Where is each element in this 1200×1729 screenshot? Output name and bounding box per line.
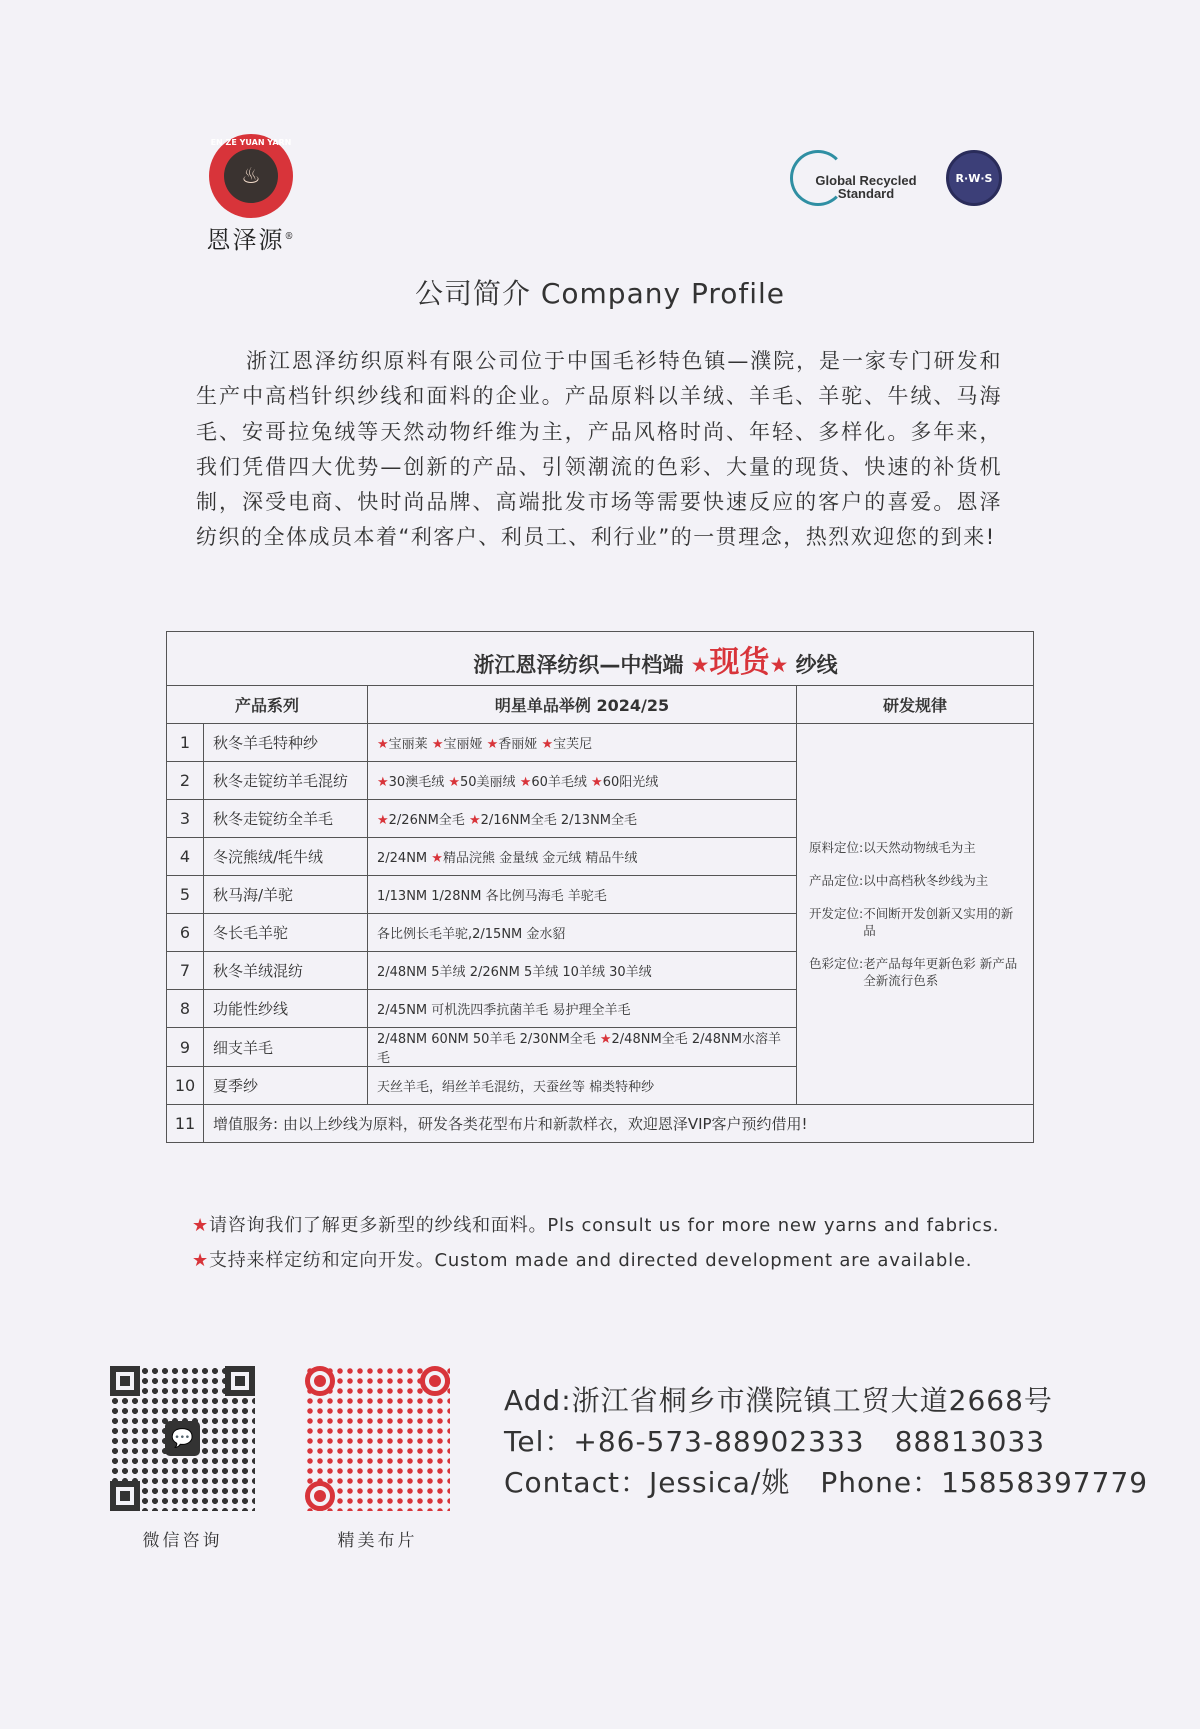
title-pre: 浙江恩泽纺织—中档端 <box>473 652 684 677</box>
registered-mark: ® <box>284 232 296 242</box>
row-number: 3 <box>167 800 204 838</box>
page-title: 公司简介 Company Profile <box>414 277 786 310</box>
rule-value: 以中高档秋冬纱线为主 <box>863 873 989 888</box>
note-text: 支持来样定纺和定向开发。Custom made and directed development are available. <box>208 1250 973 1271</box>
starred-item: ★宝芙尼 <box>541 737 593 752</box>
star-items <box>368 838 797 876</box>
star-items <box>368 990 797 1028</box>
star-items <box>368 800 797 838</box>
flame-icon: ♨ <box>224 149 278 203</box>
company-logo <box>196 134 306 255</box>
starred-item: ★30澳毛绒 <box>377 775 445 790</box>
rule-key: 产品定位: <box>809 873 864 888</box>
star-items <box>368 724 797 762</box>
grs-logo <box>790 150 920 208</box>
star-items <box>368 876 797 914</box>
item: 2/48NM <box>377 1032 428 1047</box>
rule-value: 不间断开发创新又实用的新品 <box>863 906 1014 938</box>
item: 60NM <box>431 1032 469 1047</box>
item: 金量绒 <box>499 851 539 866</box>
product-series: 秋马海/羊驼 <box>204 876 368 914</box>
note-text: 请咨询我们了解更多新型的纱线和面料。Pls consult us for more new yarns and fabrics. <box>208 1215 1000 1236</box>
item: 10羊绒 <box>562 965 605 980</box>
item: 各比例马海毛 <box>485 889 564 904</box>
rule-key: 色彩定位: <box>809 956 864 971</box>
rule-value: 以天然动物绒毛为主 <box>863 840 976 855</box>
fabric-qr-code[interactable] <box>305 1366 450 1511</box>
row-number: 9 <box>167 1028 204 1067</box>
product-series: 冬浣熊绒/牦牛绒 <box>204 838 368 876</box>
item: 棉类特种纱 <box>589 1080 655 1095</box>
item: 2/13NM全毛 <box>560 813 638 828</box>
starred-item: ★宝丽莱 <box>377 737 428 752</box>
product-series: 夏季纱 <box>204 1067 368 1105</box>
wechat-icon: 💬 <box>165 1421 200 1456</box>
star-icon: ★ <box>192 1250 209 1271</box>
row-number: 7 <box>167 952 204 990</box>
rule-item <box>809 955 1021 989</box>
item: 5羊绒 <box>523 965 559 980</box>
title-post: 纱线 <box>795 652 838 677</box>
rule-value: 老产品每年更新色彩 新产品全新流行色系 <box>863 956 1018 988</box>
item: 50羊毛 <box>472 1032 516 1047</box>
notes <box>192 1208 999 1278</box>
item: 精品牛绒 <box>585 851 638 866</box>
telephone: Tel：+86-573-88902333 <box>504 1425 865 1458</box>
star-items <box>368 1067 797 1105</box>
item: 2/26NM <box>469 965 520 980</box>
item: 金水貂 <box>526 927 566 942</box>
value-added-service: 增值服务: 由以上纱线为原料，研发各类花型布片和新款样衣，欢迎恩泽VIP客户预约借用! <box>204 1105 1034 1143</box>
row-number: 2 <box>167 762 204 800</box>
product-series: 秋冬羊毛特种纱 <box>204 724 368 762</box>
rule-item <box>809 905 1021 939</box>
header-items: 明星单品举例 2024/25 <box>368 686 797 724</box>
star-items <box>368 762 797 800</box>
table-title <box>167 632 1034 686</box>
item: 1/13NM <box>377 889 428 904</box>
rule-key: 原料定位: <box>809 840 864 855</box>
rws-logo: R·W·S <box>946 150 1002 206</box>
row-number: 5 <box>167 876 204 914</box>
star-icon: ★ <box>690 652 710 677</box>
product-table <box>166 631 1034 1143</box>
qr-caption: 微信咨询 <box>142 1531 223 1551</box>
star-items <box>368 914 797 952</box>
rule-item <box>809 872 1021 889</box>
starred-item: ★精品浣熊 <box>431 851 495 866</box>
item: 金元绒 <box>542 851 582 866</box>
row-number: 8 <box>167 990 204 1028</box>
item: 30羊绒 <box>609 965 652 980</box>
starred-item: ★60羊毛绒 <box>519 775 587 790</box>
row-number: 4 <box>167 838 204 876</box>
header-series: 产品系列 <box>167 686 368 724</box>
starred-item: ★宝丽娅 <box>431 737 483 752</box>
starred-item: ★2/26NM全毛 <box>377 813 465 828</box>
table-row <box>167 724 1034 762</box>
rule-item <box>809 839 1021 856</box>
logo-ring-text: EN ZE YUAN YARN <box>210 138 292 147</box>
item: 2/48NM <box>377 965 428 980</box>
item: 2/48NM水溶羊毛 <box>377 1032 781 1066</box>
title-hot: 现货 <box>709 644 770 680</box>
item: 可机洗四季抗菌羊毛 <box>431 1003 549 1018</box>
telephone-2: 88813033 <box>894 1425 1046 1458</box>
intro-paragraph: 浙江恩泽纺织原料有限公司位于中国毛衫特色镇—濮院，是一家专门研发和生产中高档针织纱线和面料的企业。产品原料以羊绒、羊毛、羊驼、牛绒、马海毛、安哥拉兔绒等天然动物纤维为主，产品风格时尚、年轻、多样化。多年来，我们凭借四大优势—创新的产品、引领潮流的色彩、大量的现货、快速的补货机制，深受电商、快时尚品牌、高端批发市场等需要快速反应的客户的喜爱。恩泽纺织的全体成员本着“利客户、利员工、利行业”的一贯理念，热烈欢迎您的到来! <box>196 349 1002 550</box>
item: 天丝羊毛，绢丝羊毛混纺，天蚕丝等 <box>377 1080 586 1095</box>
row-number: 11 <box>167 1105 204 1143</box>
grs-text: Global Recycled Standard <box>815 173 917 201</box>
qr-caption: 精美布片 <box>337 1531 418 1551</box>
item: 易护理全羊毛 <box>552 1003 631 1018</box>
note <box>192 1243 999 1278</box>
rd-rules <box>797 724 1034 1105</box>
logo-name: 恩泽源 <box>206 226 285 254</box>
row-number: 6 <box>167 914 204 952</box>
starred-item: ★50美丽绒 <box>448 775 516 790</box>
star-icon: ★ <box>769 652 789 677</box>
starred-item: ★2/16NM全毛 <box>468 813 557 828</box>
row-number: 10 <box>167 1067 204 1105</box>
product-series: 功能性纱线 <box>204 990 368 1028</box>
contact-info <box>504 1380 1148 1503</box>
item: 2/24NM <box>377 851 428 866</box>
star-items <box>368 1028 797 1067</box>
product-series: 冬长毛羊驼 <box>204 914 368 952</box>
contact-person: Contact：Jessica/姚 <box>504 1466 791 1499</box>
item: 羊驼毛 <box>567 889 607 904</box>
starred-item: ★60阳光绒 <box>591 775 659 790</box>
item: 1/28NM <box>431 889 482 904</box>
star-items <box>368 952 797 990</box>
row-number: 1 <box>167 724 204 762</box>
note <box>192 1208 999 1243</box>
phone: Phone：15858397779 <box>820 1466 1149 1499</box>
header-rules: 研发规律 <box>797 686 1034 724</box>
starred-item: ★香丽娅 <box>486 737 538 752</box>
product-series: 细支羊毛 <box>204 1028 368 1067</box>
item: 2/30NM全毛 <box>519 1032 596 1047</box>
address: Add:浙江省桐乡市濮院镇工贸大道2668号 <box>504 1384 1053 1417</box>
rule-key: 开发定位: <box>809 906 864 921</box>
product-series: 秋冬羊绒混纺 <box>204 952 368 990</box>
product-series: 秋冬走锭纺羊毛混纺 <box>204 762 368 800</box>
product-series: 秋冬走锭纺全羊毛 <box>204 800 368 838</box>
starred-item: ★2/48NM全毛 <box>599 1032 688 1047</box>
item: 5羊绒 <box>431 965 466 980</box>
star-icon: ★ <box>192 1215 209 1236</box>
item: 2/45NM <box>377 1003 428 1018</box>
item: 各比例长毛羊驼,2/15NM <box>377 927 523 942</box>
wechat-qr-code[interactable] <box>110 1366 255 1511</box>
